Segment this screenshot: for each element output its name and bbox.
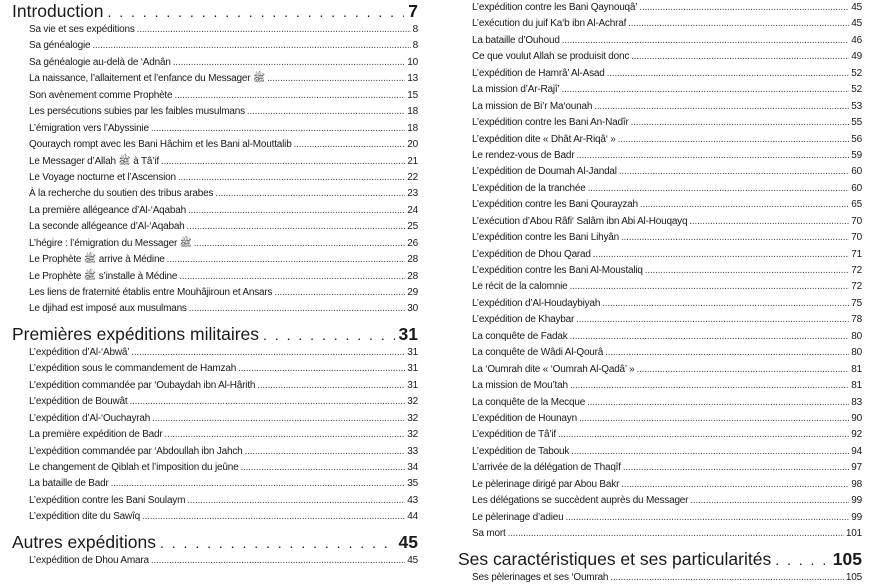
page-number: 59 [851, 149, 862, 161]
toc-entry-l-expedition-de-ta-if [458, 427, 862, 443]
dot-leader [131, 345, 405, 361]
toc-entry-l-expedition-de-hounayn [458, 411, 862, 427]
section-title: Ses caractéristiques et ses particularités [458, 549, 772, 570]
entry-title: L’expédition de Khaybar [472, 314, 575, 326]
toc-entry-la-mission-de-mou-tah [458, 378, 862, 394]
page-number: 72 [851, 265, 862, 276]
toc-entry-les-liens-de-fraternite-etablis-entre-mo [12, 285, 418, 301]
entry-title: Le pèlerinage d’adieu [472, 511, 564, 523]
page-number: 7 [408, 1, 418, 21]
dot-leader [187, 219, 406, 235]
entry-title: L’expédition de Dhou Qarad [472, 248, 591, 260]
page-number: 80 [851, 347, 862, 359]
entry-title: Sa vie et ses expéditions [29, 24, 135, 35]
dot-leader [137, 22, 411, 38]
toc-entry-l-expedition-contre-les-bani-al-moustali [458, 263, 862, 279]
dot-leader [188, 203, 405, 219]
toc-entry-l-expedition-d-al-ouchayrah [12, 411, 418, 427]
entry-title: L’expédition contre les Bani Qaynouqâ’ [472, 2, 638, 13]
toc-entry-les-persecutions-subies-par-les-faibles- [12, 104, 418, 120]
dot-leader [618, 132, 850, 148]
page-number: 45 [851, 2, 862, 13]
toc-entry-la-premiere-allegeance-d-al-aqabah [12, 203, 418, 219]
page-number: 8 [412, 24, 418, 35]
dot-leader [571, 444, 849, 460]
entry-title: L’exécution d’Abou Râfi‘ Salâm ibn Abi Al-Houqayq [472, 215, 688, 227]
entry-title: L’expédition contre les Bani Al-Moustaliq [472, 265, 643, 276]
dot-leader [570, 329, 850, 345]
page-number: 18 [407, 122, 418, 134]
dot-leader [588, 181, 850, 197]
entry-title: L’expédition de la tranchée [472, 182, 586, 194]
toc-entry-l-execution-d-abou-rafi-salam-ibn-abi-al [458, 214, 862, 230]
page-number: 8 [412, 40, 418, 52]
page-number: 71 [851, 248, 862, 260]
page-number: 46 [851, 34, 862, 46]
page-number: 25 [407, 221, 418, 233]
dot-leader [92, 38, 410, 54]
entry-title: La mission d’Ar-Rajî’ [472, 84, 560, 96]
toc-entry-la-conquete-de-wadi-al-qoura [458, 345, 862, 361]
dot-leader [167, 252, 406, 268]
page-number: 29 [407, 287, 418, 298]
dot-leader [562, 33, 850, 49]
toc-entry-son-avenement-comme-prophete [12, 88, 418, 104]
toc-entry-l-expedition-de-bouwat [12, 394, 418, 410]
dot-leader [189, 301, 406, 317]
toc-entry-la-naissance-l-allaitement-et-l-enfance- [12, 71, 418, 87]
entry-title: L’expédition contre les Bani Lihyân [472, 232, 619, 244]
toc-entry-l-expedition-de-la-tranchee [458, 181, 862, 197]
toc-entry-l-expedition-de-dhou-amara [12, 553, 418, 569]
entry-title: L’expédition de Doumah Al-Jandal [472, 166, 617, 178]
page-number: 31 [407, 379, 418, 391]
page-number: 26 [407, 237, 418, 249]
entry-title: Le rendez-vous de Badr [472, 149, 575, 161]
dot-leader [107, 1, 404, 23]
entry-title: Le Prophète ﷺ s’installe à Médine [29, 270, 178, 282]
page-number: 32 [407, 412, 418, 424]
toc-entry-la-bataille-d-ouhoud [458, 33, 862, 49]
entry-title: La naissance, l’allaitement et l’enfance du Messager ﷺ [29, 73, 266, 85]
page-number: 52 [851, 67, 862, 79]
page-number: 32 [407, 396, 418, 408]
toc-entry-le-voyage-nocturne-et-l-ascension [12, 170, 418, 186]
page-number: 49 [851, 51, 862, 63]
entry-title: L’expédition contre les Bani An-Nadîr [472, 117, 629, 129]
page-number: 70 [851, 232, 862, 244]
page-number: 99 [851, 511, 862, 523]
entry-title: L’exécution du juif Ka‘b ibn Al-Achraf [472, 18, 627, 30]
entry-title: Le récit de la calomnie [472, 281, 568, 293]
dot-leader [579, 411, 849, 427]
page-number: 60 [851, 166, 862, 178]
entry-title: Le Prophète ﷺ arrive à Médine [29, 254, 165, 266]
entry-title: Le changement de Qiblah et l’imposition du jeûne [29, 461, 239, 473]
toc-entry-sa-genealogie-au-dela-de-adnan [12, 55, 418, 71]
entry-title: L’expédition de Tabouk [472, 445, 570, 457]
toc-entry-l-expedition-de-dhou-qarad [458, 247, 862, 263]
dot-leader [247, 104, 405, 120]
toc-right-column [458, 0, 862, 587]
toc-entry-ce-que-voulut-allah-se-produisit-donc [458, 49, 862, 65]
entry-title: Le djihad est imposé aux musulmans [29, 303, 187, 315]
toc-entry-le-rendez-vous-de-badr [458, 148, 862, 164]
entry-title: La bataille d’Ouhoud [472, 34, 560, 46]
entry-title: Les liens de fraternité établis entre Mouhâjiroun et Ansars [29, 287, 273, 298]
entry-title: Qouraych rompt avec les Bani Hâchim et les Bani al-Mouttalib [29, 139, 292, 151]
toc-entry-l-expedition-de-khaybar [458, 312, 862, 328]
page-number: 34 [407, 461, 418, 473]
toc-entry-l-arrivee-de-la-delegation-de-thaqif [458, 460, 862, 476]
page-number: 72 [851, 281, 862, 293]
entry-title: L’expédition commandée par ‘Oubaydah ibn Al-Hârith [29, 379, 256, 391]
entry-title: L’expédition de Dhou Amara [29, 554, 149, 566]
page-number: 24 [407, 204, 418, 216]
page-number: 33 [407, 445, 418, 457]
dot-leader [263, 324, 394, 346]
toc-entry-l-expedition-contre-les-bani-lihyan [458, 230, 862, 246]
entry-title: L’expédition dite « Dhât Ar-Riqâ‘ » [472, 133, 616, 145]
entry-title: L’hégire : l’émigration du Messager ﷺ [29, 237, 192, 249]
toc-entry-l-expedition-de-tabouk [458, 444, 862, 460]
entry-title: La conquête de Fadak [472, 330, 568, 342]
page-number: 10 [407, 56, 418, 68]
entry-title: Ses pèlerinages et ses ‘Oumrah [472, 572, 609, 584]
section-title: Premières expéditions militaires [12, 323, 260, 344]
dot-leader [173, 55, 406, 71]
dot-leader [238, 361, 405, 377]
entry-title: L’expédition dite du Sawîq [29, 511, 140, 523]
toc-entry-l-expedition-contre-les-bani-qourayzah [458, 197, 862, 213]
page-number: 99 [851, 495, 862, 507]
dot-leader [639, 0, 849, 16]
dot-leader [152, 411, 405, 427]
entry-title: L’expédition d’Al-‘Abwâ’ [29, 346, 130, 358]
toc-section-premieres-expeditions-militaires [12, 323, 418, 345]
dot-leader [593, 247, 849, 263]
page-number: 45 [851, 18, 862, 30]
page-number: 78 [851, 314, 862, 326]
toc-entry-la-conquete-de-fadak [458, 329, 862, 345]
dot-leader [569, 279, 849, 295]
page-number: 94 [851, 445, 862, 457]
dot-leader [161, 154, 405, 170]
page-number: 98 [851, 478, 862, 490]
page-number: 105 [845, 572, 862, 584]
dot-leader [619, 164, 849, 180]
page-number: 53 [851, 100, 862, 112]
page-number: 55 [851, 117, 862, 129]
toc-entry-l-expedition-de-hamra-al-asad [458, 66, 862, 82]
dot-leader [605, 345, 849, 361]
toc-entry-l-expedition-d-al-houdaybiyah [458, 296, 862, 312]
page-number: 35 [407, 478, 418, 490]
toc-entry-sa-mort [458, 526, 862, 542]
page-number: 70 [851, 215, 862, 227]
entry-title: L’expédition d’Al-‘Ouchayrah [29, 412, 151, 424]
entry-title: Son avènement comme Prophète [29, 89, 173, 101]
toc-entry-la-oumrah-dite-oumrah-al-qada [458, 362, 862, 378]
toc-entry-le-changement-de-qiblah-et-l-imposition- [12, 460, 418, 476]
dot-leader [621, 477, 849, 493]
toc-entry-la-premiere-expedition-de-badr [12, 427, 418, 443]
entry-title: L’expédition d’Al-Houdaybiyah [472, 297, 601, 309]
toc-section-ses-caracteristiques-et-ses-particularit [458, 548, 862, 570]
dot-leader [607, 66, 850, 82]
page-number: 32 [407, 429, 418, 441]
section-title: Autres expéditions [12, 531, 156, 552]
dot-leader [274, 285, 405, 301]
dot-leader [565, 510, 849, 526]
page-number: 65 [851, 199, 862, 211]
page-number: 81 [851, 380, 862, 392]
dot-leader [294, 137, 406, 153]
page-number: 31 [407, 363, 418, 375]
toc-entry-l-expedition-dite-dhat-ar-riqa [458, 132, 862, 148]
dot-leader [690, 493, 849, 509]
page-number: 13 [407, 73, 418, 85]
dot-leader [594, 99, 849, 115]
page-number: 31 [398, 323, 418, 344]
page-number: 22 [407, 171, 418, 183]
entry-title: À la recherche du soutien des tribus arabes [29, 188, 214, 200]
toc-entry-le-prophete-arrive-a-medine [12, 252, 418, 268]
entry-title: Sa généalogie au-delà de ‘Adnân [29, 56, 171, 68]
page-number: 21 [407, 155, 418, 167]
dot-leader [151, 553, 405, 569]
dot-leader [562, 82, 850, 98]
dot-leader [602, 296, 849, 312]
dot-leader [631, 49, 849, 65]
entry-title: La seconde allégeance d’Al-‘Aqabah [29, 221, 185, 233]
page-number: 56 [851, 133, 862, 145]
toc-left-column [12, 0, 418, 569]
page-number: 92 [851, 429, 862, 441]
dot-leader [179, 269, 405, 285]
entry-title: Le Voyage nocturne et l’Ascension [29, 171, 176, 183]
dot-leader [267, 71, 405, 87]
entry-title: Sa mort [472, 528, 506, 539]
entry-title: La conquête de Wâdi Al-Qourâ [472, 347, 604, 359]
dot-leader [623, 460, 849, 476]
entry-title: Le Messager d’Allah ﷺ à Tâ’if [29, 155, 159, 167]
page-number: 105 [832, 549, 862, 570]
dot-leader [187, 493, 405, 509]
toc-entry-le-prophete-s-installe-a-medine [12, 269, 418, 285]
entry-title: L’expédition de Bouwât [29, 396, 128, 408]
dot-leader [194, 236, 406, 252]
page-number: 43 [407, 494, 418, 506]
page-number: 97 [851, 462, 862, 474]
entry-title: Sa généalogie [29, 40, 91, 52]
entry-title: L’expédition sous le commandement de Hamzah [29, 363, 237, 375]
dot-leader [587, 395, 849, 411]
dot-leader [142, 509, 405, 525]
toc-entry-l-expedition-commandee-par-oubaydah-ibn- [12, 378, 418, 394]
toc-entry-sa-genealogie [12, 38, 418, 54]
dot-leader [111, 476, 406, 492]
toc-entry-la-mission-de-bi-r-ma-ounah [458, 99, 862, 115]
toc-entry-la-conquete-de-la-mecque [458, 395, 862, 411]
page-number: 52 [851, 84, 862, 96]
entry-title: Le pèlerinage dirigé par Abou Bakr [472, 478, 620, 490]
toc-entry-l-expedition-de-doumah-al-jandal [458, 164, 862, 180]
entry-title: La mission de Bi’r Ma‘ounah [472, 100, 593, 112]
page-number: 101 [845, 528, 862, 539]
page-number: 30 [407, 303, 418, 315]
page-number: 44 [407, 511, 418, 523]
entry-title: L’arrivée de la délégation de Thaqîf [472, 462, 621, 474]
dot-leader [558, 427, 849, 443]
dot-leader [645, 263, 849, 279]
dot-leader [508, 526, 844, 542]
dot-leader [129, 394, 405, 410]
toc-entry-l-expedition-sous-le-commandement-de-ham [12, 361, 418, 377]
entry-title: L’expédition contre les Bani Soulaym [29, 494, 186, 506]
page-number: 60 [851, 182, 862, 194]
toc-entry-le-djihad-est-impose-aux-musulmans [12, 301, 418, 317]
toc-entry-l-expedition-contre-les-bani-soulaym [12, 493, 418, 509]
dot-leader [610, 570, 844, 586]
dot-leader [178, 170, 405, 186]
toc-entry-l-expedition-contre-les-bani-an-nadir [458, 115, 862, 131]
dot-leader [215, 186, 405, 202]
page-number: 23 [407, 188, 418, 200]
dot-leader [775, 549, 829, 571]
dot-leader [151, 121, 405, 137]
toc-entry-le-recit-de-la-calomnie [458, 279, 862, 295]
dot-leader [240, 460, 405, 476]
dot-leader [621, 230, 849, 246]
page-number: 45 [407, 554, 418, 566]
entry-title: Les délégations se succèdent auprès du Messager [472, 495, 689, 507]
dot-leader [257, 378, 405, 394]
page-number: 20 [407, 139, 418, 151]
entry-title: L’expédition de Tâ’if [472, 429, 557, 441]
dot-leader [174, 88, 405, 104]
toc-entry-le-pelerinage-d-adieu [458, 510, 862, 526]
toc-entry-l-expedition-contre-les-bani-qaynouqa [458, 0, 862, 16]
dot-leader [628, 16, 849, 32]
dot-leader [160, 532, 395, 554]
dot-leader [689, 214, 849, 230]
toc-entry-a-la-recherche-du-soutien-des-tribus-ara [12, 186, 418, 202]
toc-entry-la-seconde-allegeance-d-al-aqabah [12, 219, 418, 235]
toc-entry-l-expedition-commandee-par-abdoullah-ibn [12, 444, 418, 460]
entry-title: La bataille de Badr [29, 478, 109, 490]
dot-leader [640, 197, 849, 213]
page-number: 28 [407, 270, 418, 282]
entry-title: L’émigration vers l’Abyssinie [29, 122, 149, 134]
entry-title: L’expédition contre les Bani Qourayzah [472, 199, 638, 211]
entry-title: Les persécutions subies par les faibles musulmans [29, 106, 245, 118]
entry-title: La première allégeance d’Al-‘Aqabah [29, 204, 186, 216]
entry-title: Ce que voulut Allah se produisit donc [472, 51, 630, 63]
dot-leader [637, 362, 850, 378]
toc-entry-les-delegations-se-succedent-aupres-du-m [458, 493, 862, 509]
page-number: 81 [851, 363, 862, 375]
dot-leader [576, 148, 849, 164]
toc-entry-le-messager-d-allah-a-ta-if [12, 154, 418, 170]
page-number: 28 [407, 254, 418, 266]
toc-entry-qouraych-rompt-avec-les-bani-hachim-et-l [12, 137, 418, 153]
toc-entry-l-expedition-dite-du-sawiq [12, 509, 418, 525]
page-number: 45 [398, 531, 418, 552]
toc-section-autres-expeditions [12, 531, 418, 553]
entry-title: L’expédition commandée par ‘Abdoullah ibn Jahch [29, 445, 243, 457]
entry-title: La première expédition de Badr [29, 429, 163, 441]
page-number: 31 [407, 346, 418, 358]
page-number: 18 [407, 106, 418, 118]
entry-title: L’expédition de Hamrâ’ Al-Asad [472, 67, 605, 79]
entry-title: L’expédition de Hounayn [472, 412, 577, 424]
toc-entry-l-execution-du-juif-ka-b-ibn-al-achraf [458, 16, 862, 32]
section-title: Introduction [12, 1, 104, 21]
toc-entry-le-pelerinage-dirige-par-abou-bakr [458, 477, 862, 493]
page-number: 90 [851, 412, 862, 424]
page-number: 83 [851, 396, 862, 408]
dot-leader [631, 115, 850, 131]
toc-entry-l-emigration-vers-l-abyssinie [12, 121, 418, 137]
page-number: 75 [851, 297, 862, 309]
toc-entry-ses-pelerinages-et-ses-oumrah [458, 570, 862, 586]
toc-entry-la-mission-d-ar-raji [458, 82, 862, 98]
dot-leader [570, 378, 849, 394]
dot-leader [245, 444, 406, 460]
entry-title: La ‘Oumrah dite « ‘Oumrah Al-Qadâ’ » [472, 363, 635, 375]
toc-entry-sa-vie-et-ses-expeditions [12, 22, 418, 38]
entry-title: La conquête de la Mecque [472, 396, 586, 408]
toc-entry-l-expedition-d-al-abwa [12, 345, 418, 361]
page-number: 80 [851, 330, 862, 342]
page-number: 15 [407, 89, 418, 101]
toc-section-introduction [12, 0, 418, 22]
dot-leader [576, 312, 849, 328]
toc-entry-la-bataille-de-badr [12, 476, 418, 492]
toc-entry-l-hegire-l-emigration-du-messager [12, 236, 418, 252]
dot-leader [165, 427, 406, 443]
entry-title: La mission de Mou’tah [472, 380, 568, 392]
